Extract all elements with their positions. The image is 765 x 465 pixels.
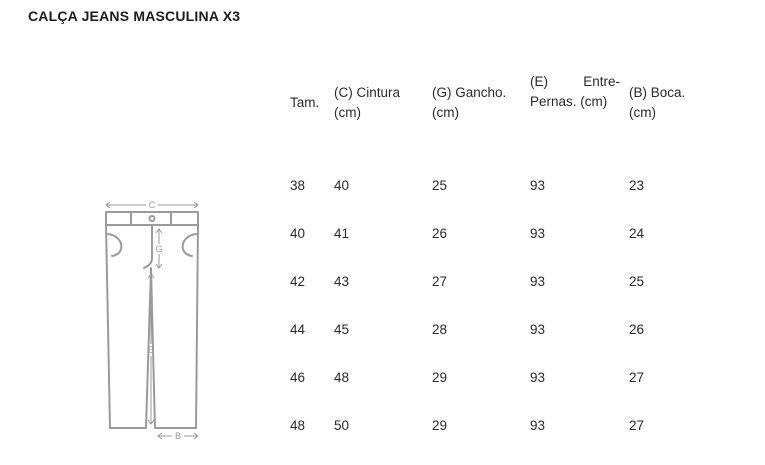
label-e: E [147, 345, 155, 355]
cell-entrepernas: 93 [530, 178, 546, 193]
cell-tam: 42 [290, 274, 306, 289]
page-title: CALÇA JEANS MASCULINA X3 [28, 8, 241, 24]
cell-gancho: 29 [432, 418, 448, 433]
cell-tam: 40 [290, 226, 306, 241]
cell-cintura: 41 [334, 226, 350, 241]
label-g: G [155, 244, 163, 254]
cell-gancho: 29 [432, 370, 448, 385]
cell-boca: 27 [629, 370, 645, 385]
cell-boca: 26 [629, 322, 645, 337]
cell-gancho: 27 [432, 274, 448, 289]
header-entrepernas: (E) Entre-Pernas. (cm) [530, 74, 620, 109]
cell-cintura: 43 [334, 274, 350, 289]
header-cintura: (C) Cintura (cm) [334, 85, 401, 120]
cell-boca: 27 [629, 418, 645, 433]
header-tam: Tam. [290, 95, 320, 110]
cell-gancho: 26 [432, 226, 448, 241]
cell-entrepernas: 93 [530, 370, 546, 385]
cell-gancho: 28 [432, 322, 448, 337]
label-c: C [148, 200, 156, 210]
header-gancho: (G) Gancho. (cm) [432, 85, 507, 120]
cell-entrepernas: 93 [530, 274, 546, 289]
cell-cintura: 48 [334, 370, 350, 385]
header-boca: (B) Boca. (cm) [629, 85, 686, 120]
cell-boca: 23 [629, 178, 645, 193]
jeans-icon [96, 196, 214, 446]
cell-cintura: 40 [334, 178, 350, 193]
cell-entrepernas: 93 [530, 226, 546, 241]
cell-tam: 44 [290, 322, 306, 337]
cell-boca: 25 [629, 274, 645, 289]
jeans-measurement-diagram [96, 196, 214, 446]
cell-tam: 48 [290, 418, 306, 433]
cell-entrepernas: 93 [530, 322, 546, 337]
label-b: B [174, 431, 182, 441]
cell-cintura: 45 [334, 322, 350, 337]
cell-tam: 46 [290, 370, 306, 385]
cell-boca: 24 [629, 226, 645, 241]
cell-gancho: 25 [432, 178, 448, 193]
cell-entrepernas: 93 [530, 418, 546, 433]
cell-cintura: 50 [334, 418, 350, 433]
cell-tam: 38 [290, 178, 306, 193]
waistband-shape [106, 212, 198, 225]
